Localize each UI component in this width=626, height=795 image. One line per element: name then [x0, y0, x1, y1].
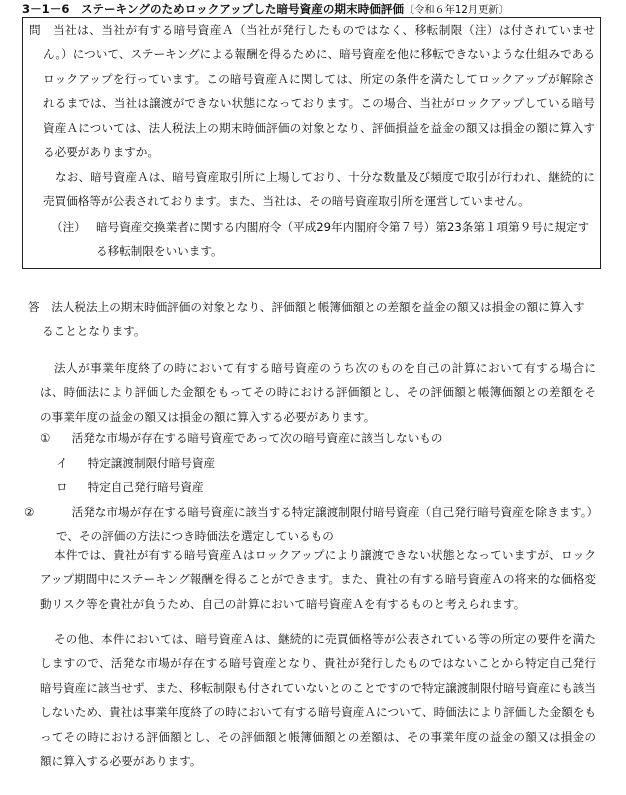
question-box — [22, 17, 601, 269]
list-item-1-text: 活発な市場が存在する暗号資産であって次の暗号資産に該当しないもの — [71, 431, 443, 445]
list-item-1b — [56, 475, 596, 499]
list-item-1a-text: 特定譲渡制限付暗号資産 — [87, 456, 216, 470]
list-item-1-number: ① — [40, 431, 51, 445]
section-title — [22, 2, 612, 16]
list-item-2-text: 活発な市場が存在する暗号資産に該当する特定譲渡制限付暗号資産（自己発行暗号資産を除きます。）で、その評価の方法につき時価法を選定しているもの — [56, 505, 593, 544]
list-item-2-number: ② — [24, 505, 35, 519]
update-note: 〔令和６年12月更新〕 — [404, 5, 509, 16]
answer-label: 答 — [28, 300, 40, 314]
question-main — [29, 18, 595, 164]
answer-paragraph-3: その他、本件においては、暗号資産Ａは、継続的に売買価格等が公表されている等の所定の要件を満たしますので、活発な市場が存在する暗号資産となり、貴社が発行したものではないことから特定自己発行暗号資産に該当せず、また、移転制限も付されていないとのことですので特定譲渡制限付暗号資産にも該当しないため、貴社は事業年度終了の時において有する暗号資産Ａについて、時価法により評価した金額をもってその時における評価額とし、その評価額と帳簿価額との差額は、その事業年度の益金の額又は損金の額に算入する必要があります。 — [40, 632, 596, 769]
answer-paragraph-2: 本件では、貴社が有する暗号資産Ａはロックアップにより譲渡できない状態となっていますが、ロックアップ期間中にステーキング報酬を得ることができます。また、貴社の有する暗号資産Ａの将来的な価格変動リスク等を貴社が負うため、自己の計算において暗号資産Ａを有するものと考えられます。 — [40, 548, 596, 611]
section-heading: 3－1－6 ステーキングのためロックアップした暗号資産の期末時価評価 — [22, 2, 404, 16]
answer-summary — [28, 295, 596, 344]
list-item-1b-number: ロ — [56, 480, 68, 494]
list-item-1a — [56, 451, 596, 475]
list-item-2 — [24, 500, 596, 549]
answer-paragraph-1: 法人が事業年度終了の時において有する暗号資産のうち次のものを自己の計算において有する場合には、時価法により評価した金額をもってその時における評価額とし、その評価額と帳簿価額との差額をその事業年度の益金の額又は損金の額に算入する必要があります。 — [40, 361, 596, 424]
answer-summary-text: 法人税法上の期末時価評価の対象となり、評価額と帳簿価額との差額を益金の額又は損金の額に算入することとなります。 — [42, 300, 585, 339]
list-item-1 — [40, 426, 600, 450]
list-item-1a-number: イ — [56, 456, 68, 470]
note-label: （注） — [51, 220, 86, 234]
question-supplement: なお、暗号資産Ａは、暗号資産取引所に上場しており、十分な数量及び頻度で取引が行われ、継続的に売買価格等が公表されております。また、当社は、その暗号資産取引所を運営していません。 — [43, 170, 595, 209]
question-label: 問 — [29, 23, 42, 37]
list-item-1b-text: 特定自己発行暗号資産 — [87, 480, 204, 494]
question-main-text: 当社は、当社が有する暗号資産Ａ（当社が発行したものではなく、移転制限（注）は付されていません。）について、ステーキングによる報酬を得るために、暗号資産を他に移転できないような仕組みであるロックアップを行っています。この暗号資産Ａに関しては、所定の条件を満たしてロックアップが解除されるまでは、当社は譲渡ができない状態になっております。この場合、当社がロックアップしている暗号資産Ａについては、法人税法上の期末時価評価の対象となり、評価損益を益金の額又は損金の額に算入する必要がありますか。 — [43, 23, 595, 160]
note-text: 暗号資産交換業者に関する内閣府令（平成29年内閣府令第７号）第23条第１項第９号に規定する移転制限をいいます。 — [96, 220, 590, 259]
